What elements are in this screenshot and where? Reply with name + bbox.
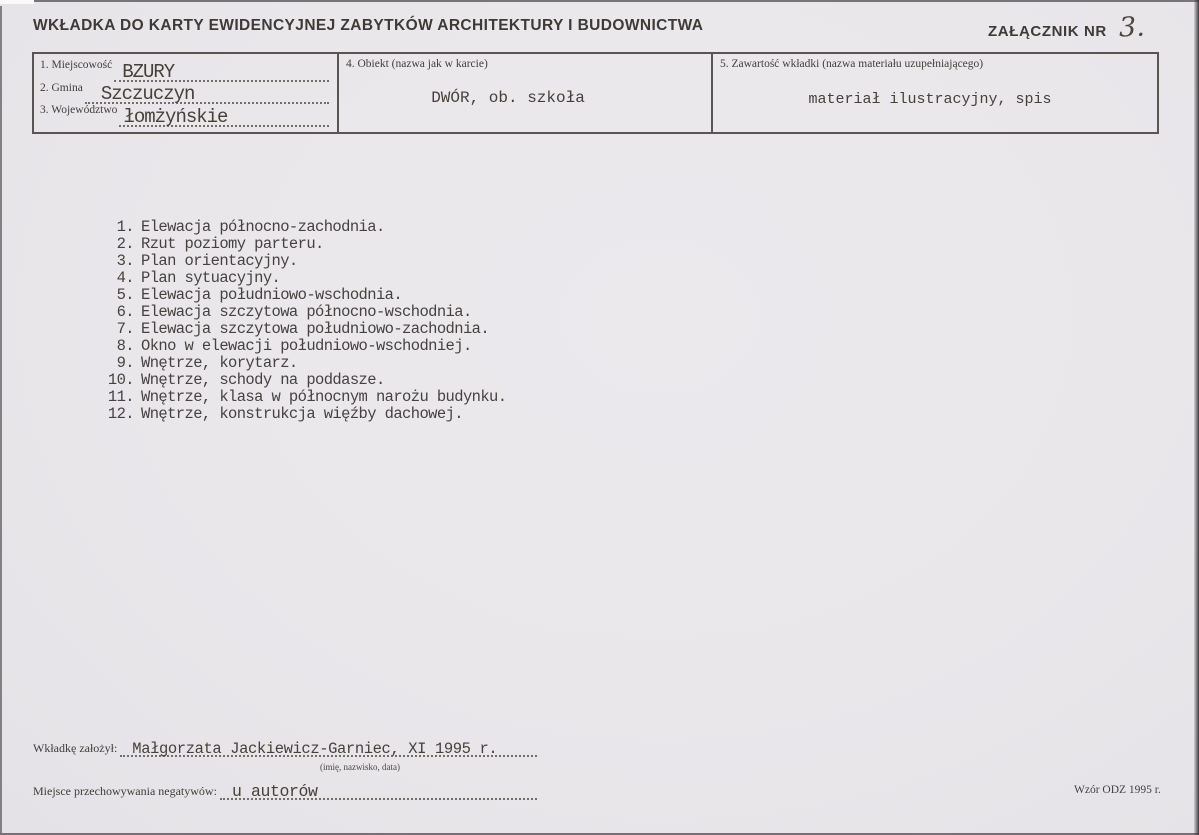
negatives-row [33, 784, 537, 800]
list-item-number: 3. [116, 252, 134, 270]
list-item-number: 5. [116, 286, 134, 304]
list-item [102, 304, 506, 321]
object-cell [337, 54, 711, 132]
list-item-text: Elewacja południowo-wschodnia. [141, 286, 403, 304]
list-item [102, 406, 506, 423]
negatives-value: u autorów [231, 782, 318, 801]
list-item [102, 236, 506, 253]
field-gmina-value: Szczuczyn [100, 83, 195, 106]
field-miejscowosc-value: BZURY [122, 60, 175, 83]
list-item [102, 372, 506, 389]
field-wojewodztwo [40, 104, 329, 127]
list-item-text: Elewacja szczytowa północno-wschodnia. [141, 303, 472, 321]
contents-cell [711, 54, 1157, 132]
list-item-text: Elewacja szczytowa południowo-zachodnia. [141, 320, 490, 338]
list-item-text: Wnętrze, konstrukcja więźby dachowej. [141, 405, 463, 423]
address-cell [34, 54, 337, 132]
form-header-table [32, 52, 1159, 134]
list-item-number: 6. [116, 303, 134, 321]
attachment-number-handwritten: 3. [1118, 11, 1146, 44]
scan-edge-right [1194, 0, 1199, 835]
photo-index-list [102, 219, 506, 423]
dotted-leader [119, 106, 329, 129]
dotted-leader [114, 60, 329, 83]
dotted-leader [120, 741, 537, 757]
list-item [102, 389, 506, 406]
list-item-text: Plan sytuacyjny. [141, 269, 281, 287]
attachment-label: ZAŁĄCZNIK NR [988, 23, 1107, 40]
contents-cell-value: materiał ilustracyjny, spis [808, 91, 1052, 108]
negatives-label: Miejsce przechowywania negatywów: [33, 784, 217, 798]
list-item [102, 321, 506, 338]
list-item-number: 9. [116, 354, 134, 372]
list-item [102, 355, 506, 372]
list-item-text: Wnętrze, korytarz. [141, 354, 298, 372]
founder-caption: (imię, nazwisko, data) [320, 762, 400, 772]
object-cell-value: DWÓR, ob. szkoła [431, 89, 585, 107]
form-version-note: Wzór ODZ 1995 r. [1074, 784, 1161, 796]
list-item-number: 4. [116, 269, 134, 287]
list-item-text: Elewacja północno-zachodnia. [141, 218, 385, 236]
field-gmina-label: 2. Gmina [40, 81, 83, 94]
field-wojewodztwo-label: 3. Województwo [40, 104, 118, 117]
dotted-leader [85, 83, 329, 106]
list-item [102, 270, 506, 287]
attachment-block [988, 12, 1145, 43]
list-item [102, 253, 506, 270]
list-item-number: 12. [107, 405, 134, 423]
list-item-number: 8. [116, 337, 134, 355]
field-miejscowosc [40, 59, 329, 82]
dotted-leader [220, 784, 537, 800]
list-item [102, 338, 506, 355]
list-item-number: 10. [107, 371, 134, 389]
founder-label: Wkładkę założył: [33, 741, 118, 755]
scan-edge-top [34, 0, 1199, 2]
list-item-number: 7. [116, 320, 134, 338]
document-title: WKŁADKA DO KARTY EWIDENCYJNEJ ZABYTKÓW ARCHITEKTURY I BUDOWNICTWA [33, 17, 704, 34]
field-miejscowosc-label: 1. Miejscowość [40, 59, 113, 71]
list-item-text: Rzut poziomy parteru. [141, 235, 324, 253]
list-item-text: Plan orientacyjny. [141, 252, 298, 270]
scan-corner-notch [0, 0, 34, 4]
list-item-number: 11. [107, 388, 134, 406]
list-item-number: 2. [116, 235, 134, 253]
list-item-text: Wnętrze, klasa w północnym narożu budynku. [141, 388, 507, 406]
contents-cell-label: 5. Zawartość wkładki (nazwa materiału uzupełniającego) [720, 58, 984, 70]
list-item-text: Okno w elewacji południowo-wschodniej. [141, 337, 472, 355]
list-item-number: 1. [116, 218, 134, 236]
founder-row [33, 741, 537, 757]
field-gmina [40, 82, 329, 105]
list-item [102, 287, 506, 304]
scan-edge-left [0, 6, 2, 835]
field-wojewodztwo-value: łomżyńskie [123, 106, 228, 129]
object-cell-label: 4. Obiekt (nazwa jak w karcie) [346, 58, 488, 70]
founder-value: Małgorzata Jackiewicz-Garniec, XI 1995 r. [132, 740, 498, 758]
list-item-text: Wnętrze, schody na poddasze. [141, 371, 385, 389]
list-item [102, 219, 506, 236]
